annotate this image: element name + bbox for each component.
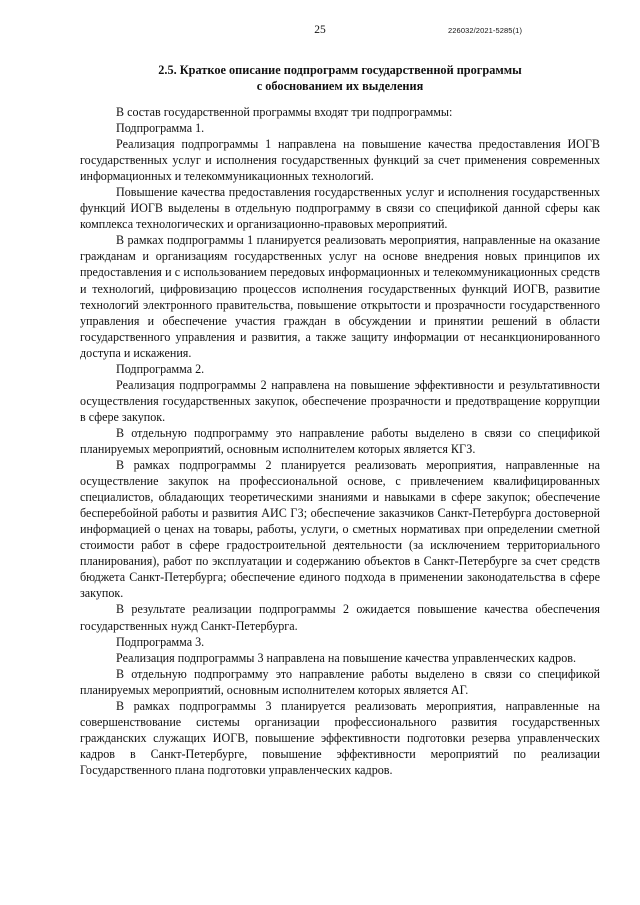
paragraph: В рамках подпрограммы 3 планируется реализовать мероприятия, направленные на совершенствование системы организации профессионального развития государственных гражданских служащих ИОГВ, повышение эффективности подготовки резерва управленческих кадров в Санкт-Петербурге, повышение эффективности мероприятий по реализации Государственного плана подготовки управленческих кадров.	[80, 698, 600, 777]
section-heading-line-2: с обоснованием их выделения	[256, 79, 424, 93]
paragraph: В рамках подпрограммы 2 планируется реализовать мероприятия, направленные на осуществление закупок на профессиональной основе, с привлечением квалифицированных специалистов, обладающих теоретическими знаниями и навыками в сфере закупок; обеспечение бесперебойной работы и развития АИС ГЗ; обеспечение заказчиков Санкт-Петербурга достоверной информацией о ценах на товары, работы, услуги, о сметных нормативах при определении сметной стоимости работ в сфере градостроительной деятельности (за исключением территориального планирования), работ по эксплуатации и содержанию объектов в Санкт-Петербурге за счет средств бюджета Санкт-Петербурга; обеспечение единого подхода в применении законодательства в сфере закупок.	[80, 458, 600, 601]
document-body	[80, 104, 600, 778]
paragraph: В отдельную подпрограмму это направление работы выделено в связи со спецификой планируемых мероприятий, основным исполнителем которых является АГ.	[80, 666, 600, 697]
paragraph: Реализация подпрограммы 1 направлена на повышение качества предоставления ИОГВ государственных услуг и исполнения государственных функций за счет применения современных информационных и телекоммуникационных технологий.	[80, 137, 600, 184]
paragraph: Реализация подпрограммы 2 направлена на повышение эффективности и результативности осуществления государственных закупок, обеспечение прозрачности и предотвращение коррупции в сфере закупок.	[80, 377, 600, 424]
paragraph: В рамках подпрограммы 1 планируется реализовать мероприятия, направленные на оказание гражданам и организациям государственных услуг на основе внедрения новых принципов их предоставления и с использованием передовых информационных и телекоммуникационных средств и технологий, цифровизацию процессов исполнения государственных функций ИОГВ, развитие технологий электронного правительства, повышение открытости и прозрачности государственного управления и обеспечение участия граждан в обсуждении и принятии решений в области государственного управления и развития, а также защиту информации от несанкционированного доступа и искажения.	[80, 233, 600, 360]
document-code: 226032/2021-5285(1)	[448, 26, 523, 35]
section-heading	[80, 62, 600, 94]
section-heading-line-1: 2.5. Краткое описание подпрограмм государственной программы	[158, 63, 522, 77]
subprogram-1-title: Подпрограмма 1.	[116, 121, 205, 136]
paragraph: Повышение качества предоставления государственных услуг и исполнения государственных функций ИОГВ выделены в отдельную подпрограмму в связи со спецификой данной сферы как комплекса технологических и организационно-правовых мероприятий.	[80, 185, 600, 232]
page-number: 25	[314, 24, 326, 36]
paragraph: В результате реализации подпрограммы 2 ожидается повышение качества обеспечения государственных нужд Санкт-Петербурга.	[80, 602, 600, 633]
paragraph: Реализация подпрограммы 3 направлена на повышение качества управленческих кадров.	[116, 650, 577, 665]
subprogram-3-title: Подпрограмма 3.	[116, 634, 205, 649]
subprogram-2-title: Подпрограмма 2.	[116, 361, 205, 376]
paragraph: В отдельную подпрограмму это направление работы выделено в связи со спецификой планируемых мероприятий, основным исполнителем которых является КГЗ.	[80, 425, 600, 456]
paragraph-intro: В состав государственной программы входят три подпрограммы:	[116, 105, 453, 119]
